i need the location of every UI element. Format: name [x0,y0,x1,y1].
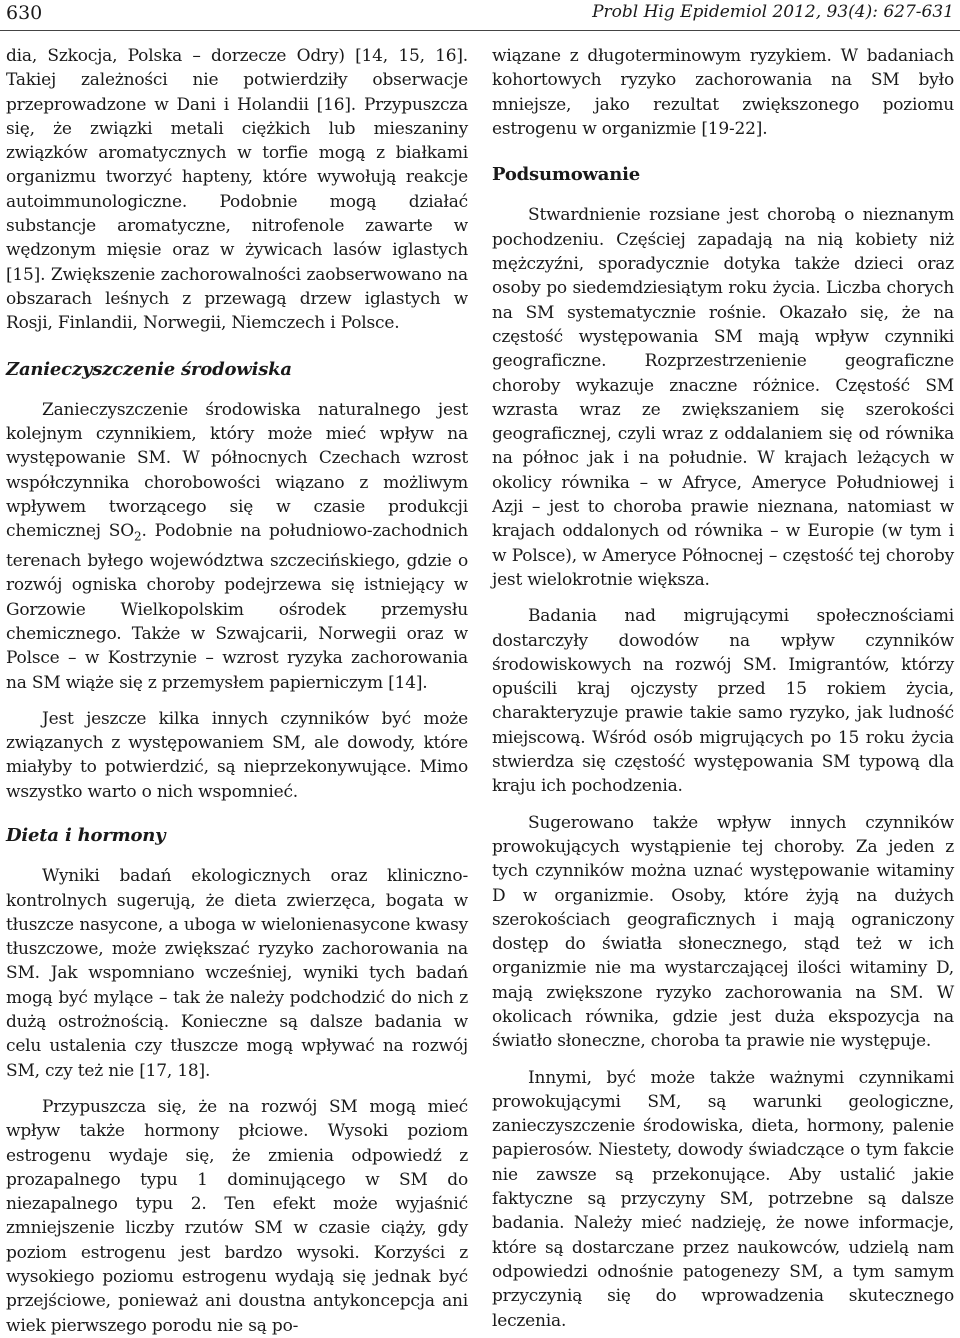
page-number: 630 [6,2,43,24]
subscript: 2 [134,529,142,544]
paragraph [6,398,468,695]
paragraph: Sugerowano także wpływ innych czynników prowokujących wystąpienie tej choroby. Za jeden z tych czynników można uznać występowanie witaminy D w organizmie. Osoby, które żyją na dużych szerokościach geograficznych i mają ograniczony dostęp do światła słonecznego, stąd też w ich organizmie nie ma wystarczającej ilości witaminy D, mają zwiększone ryzyko zachorowania na SM. W okolicach równika, gdzie jest duża ekspozycja na światło słoneczne, choroba ta prawie nie występuje. [492,812,954,1052]
paragraph: Stwardnienie rozsiane jest chorobą o nieznanym pochodzeniu. Częściej zapadają na nią kobiety niż mężczyźni, sporadycznie dotyka także dzieci oraz osoby po siedemdziesiątym roku życia. Liczba chorych na SM systematycznie rośnie. Okazało się, że na częstość występowania SM mają wpływ czynniki geograficzne. Rozprzestrzenienie geograficzne choroby wykazuje znaczne różnice. Częstość SM wzrasta wraz ze zwiększaniem się szerokości geograficznej, czyli wraz z oddalaniem się od równika na północ jak i na południe. W krajach leżących w okolicy równika – w Afryce, Ameryce Południowej i Azji – jest to choroba prawie nieznana, natomiast w krajach oddalonych od równika – w Europie (w tym i w Polsce), w Ameryce Północnej – częstość tej choroby jest wielokrotnie większa. [492,205,954,590]
left-column [6,44,468,1338]
paragraph: Jest jeszcze kilka innych czynników być może związanych z występowaniem SM, ale dowody, które miałyby to potwierdzić, są nieprzekonywujące. Mimo wszystko warto o nich wspomnieć. [6,708,468,802]
section-heading-diet: Dieta i hormony [6,825,166,846]
paragraph: wiązane z długoterminowym ryzykiem. W badaniach kohortowych ryzyko zachorowania na SM było mniejsze, jako rezultat zwiększonego poziomu estrogenu w organizmie [19-22]. [492,46,954,139]
paragraph: dia, Szkocja, Polska – dorzecze Odry) [14, 15, 16]. Takiej zależności nie potwierdziły obserwacje przeprowadzone w Dani i Holandii [16]. Przypuszcza się, że związki metali ciężkich lub mieszaniny związków aromatycznych w torfie mogą z białkami organizmu tworzyć hapteny, które wywołują reakcje autoimmunologiczne. Podobnie mogą działać substancje aromatyczne, nitrofenole zawarte w wędzonym mięsie oraz w żywicach lasów iglastych [15]. Zwiększenie zachorowalności zaobserwowano na obszarach leśnych z przewagą drzew iglastych w Rosji, Finlandii, Norwegii, Niemczech i Polsce. [6,46,468,334]
paragraph: Innymi, być może także ważnymi czynnikami prowokującymi SM, są warunki geologiczne, zanieczyszczenie środowiska, dieta, hormony, palenie papierosów. Niestety, dowody świadczące o tym fakcie nie zawsze są przekonujące. Aby ustalić jakie faktyczne są przyczyny SM, potrzebne są dalsze badania. Należy mieć nadzieję, że nowe informacje, które są dostarczane przez naukowców, udzielą nam odpowiedzi odnośnie patogenezy SM, a tym samym przyczynią się do wprowadzenia skutecznego leczenia. [492,1067,954,1331]
paragraph-text: Zanieczyszczenie środowiska naturalnego jest kolejnym czynnikiem, który może mieć wpływ na występowanie SM. W północnych Czechach wzrost współczynnika chorobowości wiązano z możliwym wpływem tworzącego się w czasie produkcji chemicznej SO [6,399,468,542]
section-heading-summary: Podsumowanie [492,164,641,186]
journal-citation: Probl Hig Epidemiol 2012, 93(4): 627-631 [592,2,954,22]
right-column [492,44,954,1333]
paragraph: Badania nad migrującymi społecznościami dostarczyły dowodów na wpływ czynników środowiskowych na rozwój SM. Imigrantów, którzy opuścili kraj ojczysty przed 15 rokiem życia, charakteryzuje prawie takie samo ryzyko, jak ludność miejscową. Wśród osób migrujących po 15 roku życia stwierdza się częstość występowania SM typową dla kraju ich pochodzenia. [492,606,954,797]
paragraph: Wyniki badań ekologicznych oraz kliniczno-kontrolnych sugerują, że dieta zwierzęca, bogata w tłuszcze nasycone, a uboga w wielonienasycone kwasy tłuszczowe, może zwiększać ryzyko zachorowania na SM. Jak wspomniano wcześniej, wyniki tych badań mogą być mylące – tak że należy podchodzić do nich z dużą ostrożnością. Konieczne są dalsze badania w celu ustalenia czy tłuszcze mogą wpływać na rozwój SM, czy też nie [17, 18]. [6,866,468,1081]
page-header [0,0,960,30]
section-heading-pollution: Zanieczyszczenie środowiska [6,358,292,380]
paragraph: Przypuszcza się, że na rozwój SM mogą mieć wpływ także hormony płciowe. Wysoki poziom estrogenu wydaje się, że zmienia odpowiedź z prozapalnego typu 1 dominującego w SM do niezapalnego typu 2. Ten efekt może wyjaśnić zmniejszenie liczby rzutów SM w czasie ciąży, gdy poziom estrogenu jest bardzo wysoki. Korzyści z wysokiego poziomu estrogenu wydają się jednak być przejściowe, ponieważ ani doustna antykoncepcja ani wiek pierwszego porodu nie są po- [6,1096,468,1336]
paragraph-text: . Podobnie na południowo-zachodnich terenach byłego województwa szczecińskiego, gdzie o rozwój ogniska choroby podejrzewa się istniejący w Gorzowie Wielkopolskim ośrodek przemysłu chemicznego. Także w Szwajcarii, Norwegii oraz w Polsce – w Kostrzynie – wzrost ryzyka zachorowania na SM wiąże się z przemysłem papierniczym [14]. [6,521,468,693]
header-rule [0,30,960,31]
